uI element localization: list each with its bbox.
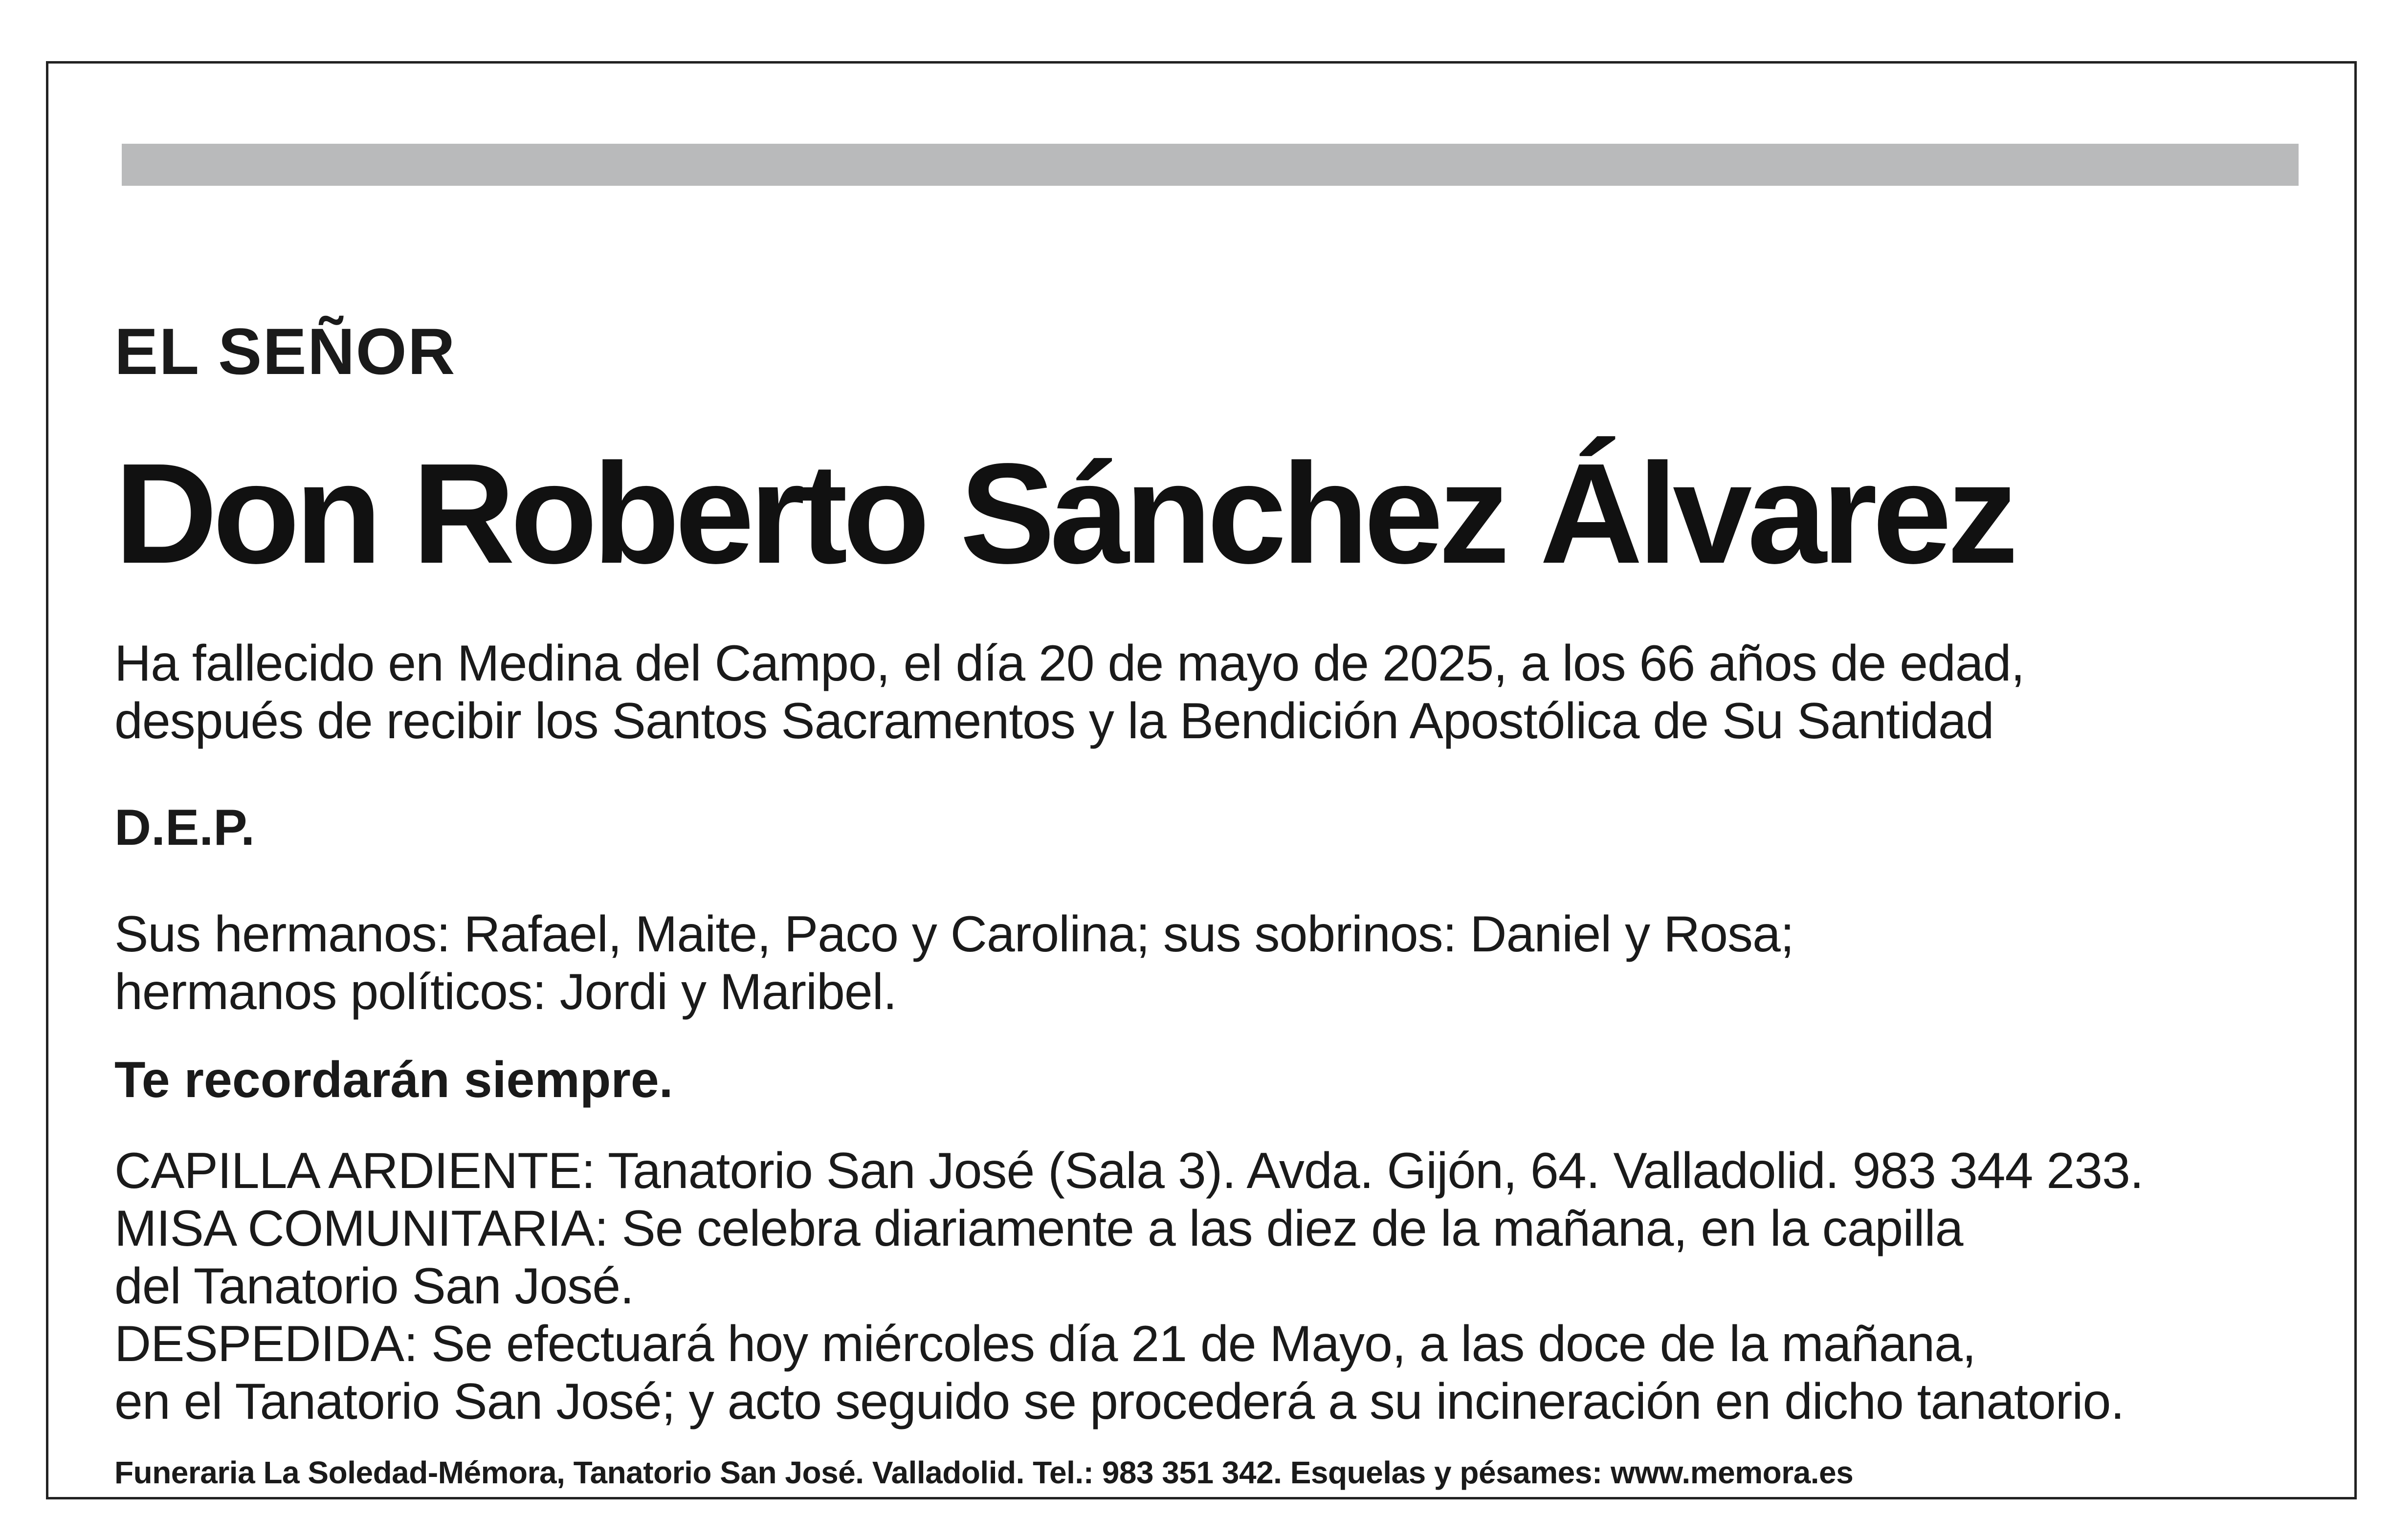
service-line: DESPEDIDA: Se efectuará hoy miércoles día 21 de Mayo, a las doce de la mañana, <box>114 1316 1976 1372</box>
remember-text: Te recordarán siempre. <box>114 1052 673 1108</box>
deceased-name: Don Roberto Sánchez Álvarez <box>114 434 2014 593</box>
death-line: Ha fallecido en Medina del Campo, el día 20 de mayo de 2025, a los 66 años de edad, <box>114 635 2025 692</box>
death-line: después de recibir los Santos Sacramentos y la Bendición Apostólica de Su Santidad <box>114 693 1994 749</box>
funeral-home-footer: Funeraria La Soledad-Mémora, Tanatorio San José. Valladolid. Tel.: 983 351 342. Esquelas y pésames: www.memora.es <box>114 1455 1854 1490</box>
service-line: en el Tanatorio San José; y acto seguido se procederá a su incineración en dicho tanatorio. <box>114 1373 2125 1430</box>
service-line: CAPILLA ARDIENTE: Tanatorio San José (Sala 3). Avda. Gijón, 64. Valladolid. 983 344 233. <box>114 1143 2144 1199</box>
family-line: hermanos políticos: Jordi y Maribel. <box>114 964 897 1020</box>
service-line: del Tanatorio San José. <box>114 1258 634 1315</box>
service-paragraph <box>114 1142 2144 1430</box>
death-paragraph <box>114 635 2024 750</box>
header-bar <box>122 144 2299 186</box>
family-line: Sus hermanos: Rafael, Maite, Paco y Carolina; sus sobrinos: Daniel y Rosa; <box>114 906 1794 963</box>
family-paragraph <box>114 905 1794 1021</box>
notice-title: EL SEÑOR <box>114 315 456 388</box>
dep-text: D.E.P. <box>114 799 255 856</box>
service-line: MISA COMUNITARIA: Se celebra diariamente a las diez de la mañana, en la capilla <box>114 1200 1963 1257</box>
